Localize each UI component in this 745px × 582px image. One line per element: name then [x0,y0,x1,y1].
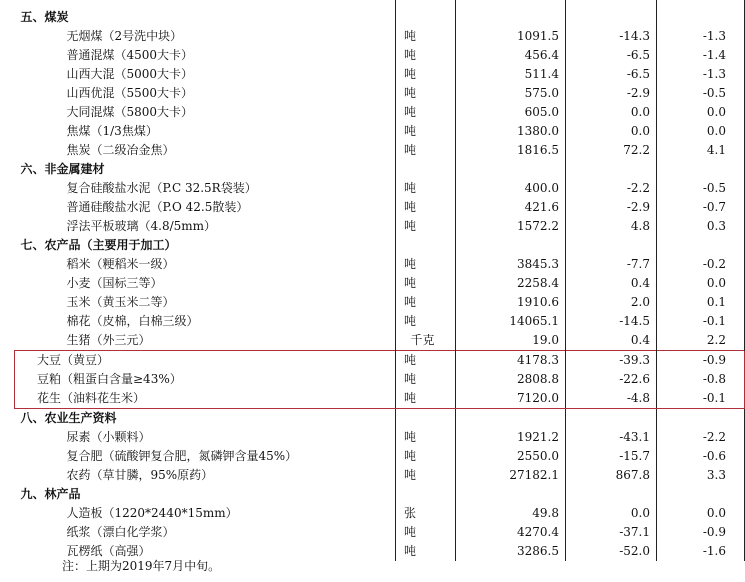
empty-cell [566,236,657,255]
price-cell: 605.0 [456,103,566,122]
unit-cell: 吨 [396,141,456,160]
change-vs-previous-cell: 0.4 [566,274,657,293]
percent-change-cell: -0.8 [657,370,745,389]
empty-cell [657,160,745,179]
table-row [15,351,745,371]
percent-change-cell: 0.0 [657,504,745,523]
section-row [15,409,745,429]
section-label: 六、非金属建材 [20,162,105,176]
table-row [15,103,745,122]
table-row [15,274,745,293]
product-name-cell: 纸浆（漂白化学浆） [66,525,175,539]
percent-change-cell: -1.6 [657,542,745,561]
change-vs-previous-cell: -4.8 [566,389,657,409]
change-vs-previous-cell: 0.4 [566,331,657,351]
empty-cell [396,160,456,179]
price-cell: 1091.5 [456,27,566,46]
change-vs-previous-cell: 0.0 [566,103,657,122]
product-name-cell: 复合硅酸盐水泥（P.C 32.5R袋装） [66,181,257,195]
product-name-cell: 人造板（1220*2440*15mm） [66,506,238,520]
table-row [15,447,745,466]
percent-change-cell: 3.3 [657,466,745,485]
unit-cell: 吨 [396,312,456,331]
unit-cell: 吨 [396,293,456,312]
unit-cell: 吨 [396,84,456,103]
empty-cell [396,8,456,27]
percent-change-cell: -0.7 [657,198,745,217]
price-cell: 400.0 [456,179,566,198]
product-name-cell: 稻米（粳稻米一级） [66,257,175,271]
percent-change-cell: -0.1 [657,389,745,409]
unit-cell: 吨 [396,179,456,198]
change-vs-previous-cell: 72.2 [566,141,657,160]
table-row [15,331,745,351]
price-cell: 14065.1 [456,312,566,331]
change-vs-previous-cell: -2.2 [566,179,657,198]
product-name-cell: 山西优混（5500大卡） [66,86,194,100]
percent-change-cell: 0.1 [657,293,745,312]
empty-cell [396,236,456,255]
percent-change-cell: -1.3 [657,27,745,46]
price-cell: 1816.5 [456,141,566,160]
unit-cell: 吨 [396,351,456,371]
unit-cell: 吨 [396,198,456,217]
unit-cell: 吨 [396,389,456,409]
product-name-cell: 焦炭（二级冶金焦） [66,143,175,157]
unit-cell: 吨 [396,255,456,274]
product-name-cell: 瓦楞纸（高强） [66,544,151,558]
product-name-cell: 农药（草甘膦，95%原药） [66,468,214,482]
table-row [15,312,745,331]
section-label: 八、农业生产资料 [20,411,117,425]
empty-cell [657,8,745,27]
empty-cell [657,236,745,255]
product-name-cell: 山西大混（5000大卡） [66,67,194,81]
table-row [15,389,745,409]
change-vs-previous-cell: -39.3 [566,351,657,371]
percent-change-cell: 0.0 [657,274,745,293]
unit-cell: 吨 [396,370,456,389]
percent-change-cell: 0.0 [657,122,745,141]
table-row [15,179,745,198]
footnote: 注：上期为2019年7月中旬。 [62,559,221,573]
table-row [15,428,745,447]
empty-cell [657,485,745,504]
unit-cell: 吨 [396,217,456,236]
unit-cell: 吨 [396,27,456,46]
table-row [15,293,745,312]
price-cell: 19.0 [456,331,566,351]
empty-cell [657,409,745,429]
empty-cell [456,160,566,179]
product-name-cell: 生猪（外三元） [66,333,151,347]
percent-change-cell: -0.1 [657,312,745,331]
product-name-cell: 小麦（国标三等） [66,276,163,290]
table-row [15,46,745,65]
table-row [15,523,745,542]
unit-cell: 吨 [396,274,456,293]
table-row [15,504,745,523]
price-cell: 2258.4 [456,274,566,293]
price-cell: 4270.4 [456,523,566,542]
price-cell: 7120.0 [456,389,566,409]
percent-change-cell: -0.6 [657,447,745,466]
unit-cell: 吨 [396,103,456,122]
unit-cell: 吨 [396,65,456,84]
change-vs-previous-cell: -7.7 [566,255,657,274]
table-row [15,122,745,141]
percent-change-cell: 0.3 [657,217,745,236]
unit-cell: 吨 [396,122,456,141]
product-name-cell: 焦煤（1/3焦煤） [66,124,158,138]
unit-cell: 吨 [396,46,456,65]
empty-cell [566,409,657,429]
price-cell: 49.8 [456,504,566,523]
empty-cell [566,8,657,27]
product-name-cell: 大豆（黄豆） [15,351,396,371]
table-row [15,370,745,389]
product-name-cell: 棉花（皮棉，白棉三级） [66,314,199,328]
change-vs-previous-cell: -43.1 [566,428,657,447]
product-name-cell: 豆粕（粗蛋白含量≥43%） [15,370,396,389]
table-row [15,141,745,160]
product-name-cell: 尿素（小颗料） [66,430,151,444]
unit-cell: 张 [396,504,456,523]
percent-change-cell: -0.2 [657,255,745,274]
table-row [15,84,745,103]
change-vs-previous-cell: -14.5 [566,312,657,331]
change-vs-previous-cell: -6.5 [566,46,657,65]
table-row [15,255,745,274]
section-row [15,485,745,504]
product-name-cell: 浮法平板玻璃（4.8/5mm） [66,219,217,233]
product-name-cell: 玉米（黄玉米二等） [66,295,175,309]
change-vs-previous-cell: -14.3 [566,27,657,46]
price-cell: 2550.0 [456,447,566,466]
change-vs-previous-cell: 0.0 [566,504,657,523]
unit-cell: 吨 [396,523,456,542]
price-cell: 1572.2 [456,217,566,236]
table-row [15,466,745,485]
change-vs-previous-cell: -52.0 [566,542,657,561]
table-row [15,217,745,236]
percent-change-cell: -0.9 [657,523,745,542]
price-cell: 421.6 [456,198,566,217]
price-cell: 1910.6 [456,293,566,312]
section-label: 五、煤炭 [20,10,69,24]
price-cell: 3286.5 [456,542,566,561]
percent-change-cell: 4.1 [657,141,745,160]
change-vs-previous-cell: -37.1 [566,523,657,542]
product-name-cell: 普通混煤（4500大卡） [66,48,194,62]
change-vs-previous-cell: -2.9 [566,198,657,217]
price-cell: 456.4 [456,46,566,65]
price-cell: 511.4 [456,65,566,84]
empty-cell [566,485,657,504]
empty-cell [456,236,566,255]
percent-change-cell: -2.2 [657,428,745,447]
price-cell: 27182.1 [456,466,566,485]
empty-cell [396,485,456,504]
product-name-cell: 普通硅酸盐水泥（P.O 42.5散装） [66,200,249,214]
change-vs-previous-cell: 2.0 [566,293,657,312]
empty-cell [456,8,566,27]
section-row [15,160,745,179]
change-vs-previous-cell: -22.6 [566,370,657,389]
percent-change-cell: -1.3 [657,65,745,84]
table-row [15,198,745,217]
table-row [15,65,745,84]
price-cell: 575.0 [456,84,566,103]
empty-cell [456,485,566,504]
empty-cell [456,409,566,429]
unit-cell: 吨 [396,447,456,466]
percent-change-cell: 0.0 [657,103,745,122]
unit-cell: 吨 [396,466,456,485]
percent-change-cell: -1.4 [657,46,745,65]
percent-change-cell: -0.5 [657,84,745,103]
price-cell: 3845.3 [456,255,566,274]
price-cell: 4178.3 [456,351,566,371]
product-name-cell: 大同混煤（5800大卡） [66,105,194,119]
unit-cell: 吨 [396,428,456,447]
percent-change-cell: 2.2 [657,331,745,351]
section-label: 七、农产品（主要用于加工） [20,238,177,252]
change-vs-previous-cell: 0.0 [566,122,657,141]
unit-cell: 千克 [396,331,456,351]
empty-cell [396,409,456,429]
table-top-edge [15,0,745,8]
change-vs-previous-cell: -15.7 [566,447,657,466]
section-row [15,236,745,255]
table-row [15,27,745,46]
price-table [14,0,745,561]
percent-change-cell: -0.9 [657,351,745,371]
change-vs-previous-cell: -2.9 [566,84,657,103]
change-vs-previous-cell: 4.8 [566,217,657,236]
section-row [15,8,745,27]
unit-cell: 吨 [396,542,456,561]
percent-change-cell: -0.5 [657,179,745,198]
change-vs-previous-cell: -6.5 [566,65,657,84]
price-cell: 1921.2 [456,428,566,447]
product-name-cell: 无烟煤（2号洗中块） [66,29,183,43]
product-name-cell: 花生（油料花生米） [15,389,396,409]
price-cell: 2808.8 [456,370,566,389]
product-name-cell: 复合肥（硫酸钾复合肥，氮磷钾含量45%） [66,449,298,463]
section-label: 九、林产品 [20,487,81,501]
table-body [15,0,745,561]
change-vs-previous-cell: 867.8 [566,466,657,485]
price-cell: 1380.0 [456,122,566,141]
empty-cell [566,160,657,179]
